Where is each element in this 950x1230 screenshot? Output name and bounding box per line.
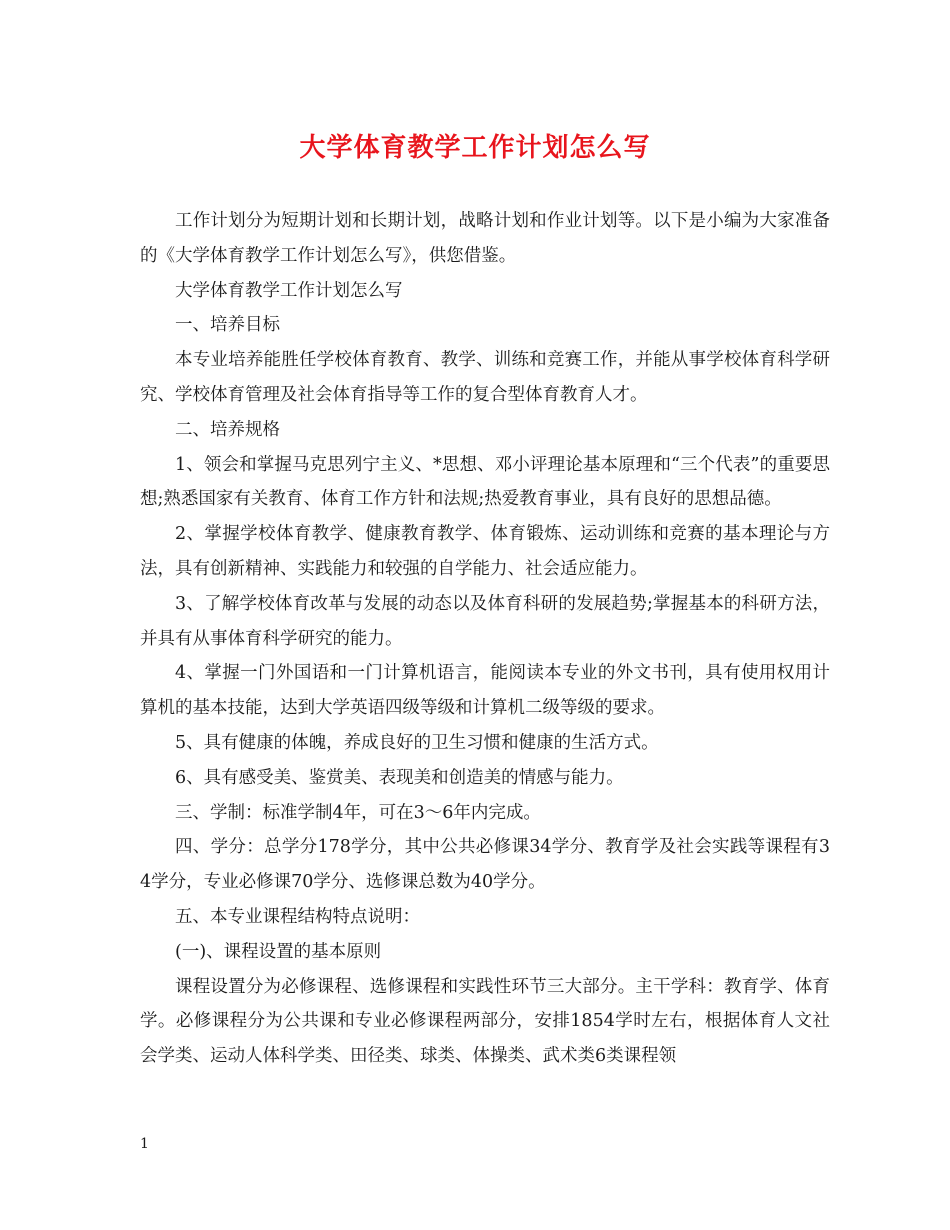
document-body [140, 204, 830, 1074]
subsection-heading: (一)、课程设置的基本原则 [175, 941, 382, 962]
document-title: 大学体育教学工作计划怎么写 [299, 133, 651, 163]
paragraph: 本专业培养能胜任学校体育教育、教学、训练和竞赛工作，并能从事学校体育科学研究、学校体育管理及社会体育指导等工作的复合型体育教育人才。 [140, 350, 830, 405]
paragraph: 课程设置分为必修课程、选修课程和实践性环节三大部分。主干学科：教育学、体育学。必修课程分为公共课和专业必修课程两部分，安排1854学时左右，根据体育人文社会学类、运动人体科学类、田径类、球类、体操类、武术类6类课程领 [140, 976, 830, 1067]
section-heading: 二、培养规格 [175, 419, 280, 440]
section-heading: 四、学分：总学分178学分，其中公共必修课34学分、教育学及社会实践等课程有34学分，专业必修课70学分、选修课总数为40学分。 [140, 837, 830, 893]
paragraph: 工作计划分为短期计划和长期计划，战略计划和作业计划等。以下是小编为大家准备的《大学体育教学工作计划怎么写》，供您借鉴。 [140, 211, 830, 266]
page-number: 1 [140, 1136, 149, 1152]
list-item: 5、具有健康的体魄，养成良好的卫生习惯和健康的生活方式。 [175, 732, 659, 753]
list-item: 1、领会和掌握马克思列宁主义、*思想、邓小评理论基本原理和“三个代表”的重要思想;熟悉国家有关教育、体育工作方针和法规;热爱教育事业，具有良好的思想品德。 [140, 454, 830, 510]
list-item: 4、掌握一门外国语和一门计算机语言，能阅读本专业的外文书刊，具有使用权用计算机的基本技能，达到大学英语四级等级和计算机二级等级的要求。 [140, 663, 830, 719]
list-item: 3、了解学校体育改革与发展的动态以及体育科研的发展趋势;掌握基本的科研方法，并具有从事体育科学研究的能力。 [140, 593, 830, 649]
list-item: 2、掌握学校体育教学、健康教育教学、体育锻炼、运动训练和竞赛的基本理论与方法，具有创新精神、实践能力和较强的自学能力、社会适应能力。 [140, 524, 830, 579]
list-item: 6、具有感受美、鉴赏美、表现美和创造美的情感与能力。 [175, 767, 624, 788]
section-heading: 五、本专业课程结构特点说明： [175, 906, 420, 927]
section-heading: 三、学制：标准学制4年，可在3～6年内完成。 [175, 802, 541, 823]
section-heading: 一、培养目标 [175, 315, 280, 336]
paragraph: 大学体育教学工作计划怎么写 [175, 280, 403, 301]
